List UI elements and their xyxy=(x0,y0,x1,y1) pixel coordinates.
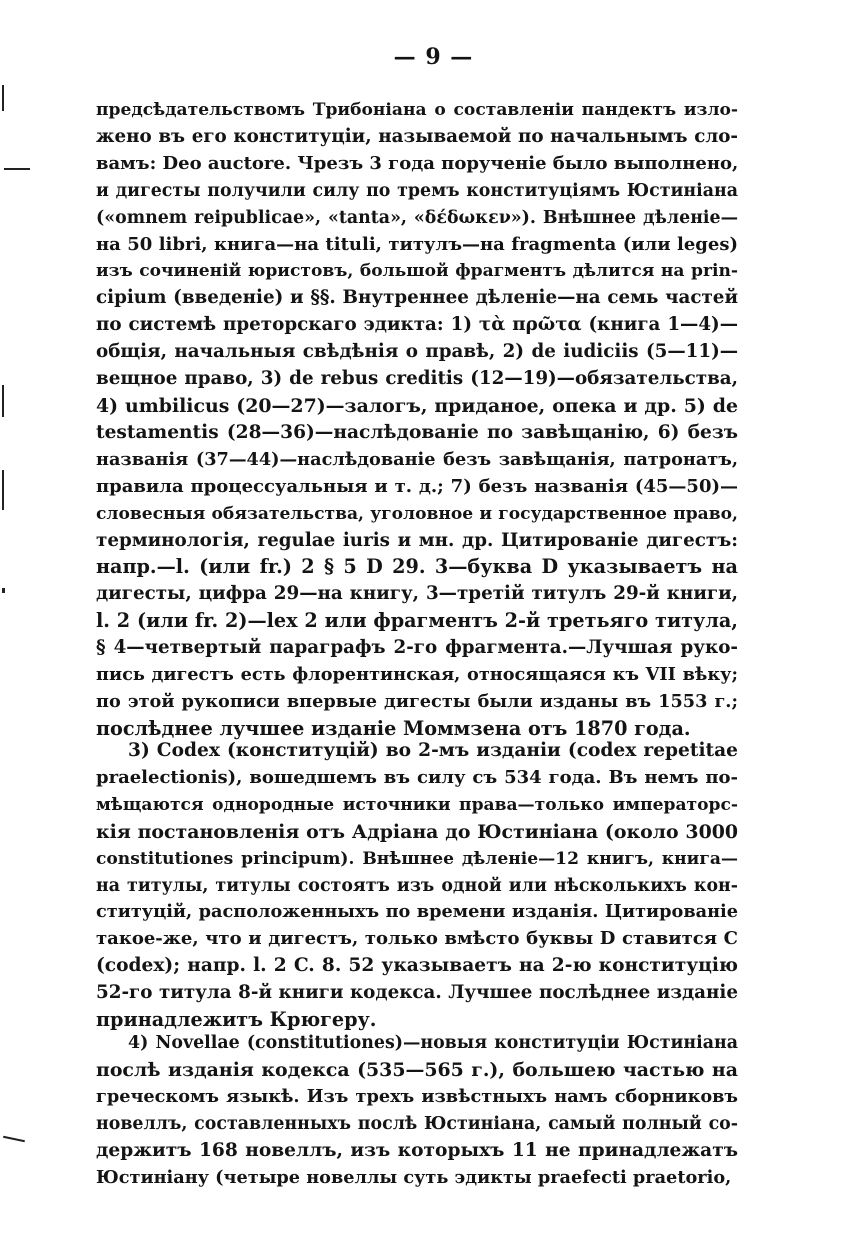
text-line: общія, начальныя свѣдѣнія о правѣ, 2) de iudiciis (5—11)— xyxy=(96,341,738,363)
text-line: дигесты, цифра 29—на книгу, 3—третій титулъ 29-й книги, xyxy=(96,583,738,605)
paragraph-codex xyxy=(96,738,738,1034)
text-line: мѣщаются однородные источники права—только императорс- xyxy=(96,794,738,815)
text-line: на титулы, титулы состоятъ изъ одной или нѣсколькихъ кон- xyxy=(96,875,738,896)
text-line: новеллъ, составленныхъ послѣ Юстиніана, самый полный со- xyxy=(96,1113,738,1134)
text-line: правила процессуальныя и т. д.; 7) безъ названія (45—50)— xyxy=(96,475,738,497)
page-number: — 9 — xyxy=(393,44,474,70)
text-line: кія постановленія отъ Адріана до Юстиніана (около 3000 xyxy=(96,820,738,843)
text-line: на 50 libri, книга—на tituli, титулъ—на fragmenta (или leges) xyxy=(96,233,738,255)
text-line: вещное право, 3) de rebus creditis (12—19)—обязательства, xyxy=(96,368,738,390)
text-line: терминологія, regulae iuris и мн. др. Цитированіе дигестъ: xyxy=(96,529,738,551)
scan-margin-mark xyxy=(2,385,4,417)
text-line: по этой рукописи впервые дигесты были изданы въ 1553 г.; xyxy=(96,690,738,712)
text-line: praelectionis), вошедшемъ въ силу съ 534 года. Въ немъ по- xyxy=(96,766,738,788)
text-line: l. 2 (или fr. 2)—lex 2 или фрагментъ 2-й третьяго титула, xyxy=(96,609,738,633)
text-line: вамъ: Deo auctore. Чрезъ 3 года порученіе было выполнено, xyxy=(96,152,739,174)
text-line: жено въ его конституціи, называемой по начальнымъ сло- xyxy=(96,125,738,147)
text-line: словесныя обязательства, уголовное и государственное право, xyxy=(96,503,738,524)
text-line: принадлежитъ Крюгеру. xyxy=(96,1008,377,1032)
text-line: и дигесты получили силу по тремъ конституціямъ Юстиніана xyxy=(96,180,738,201)
scan-margin-mark xyxy=(2,470,4,510)
text-line: testamentis (28—36)—наслѣдованіе по завѣщанію, 6) безъ xyxy=(96,421,738,443)
text-line: названія (37—44)—наслѣдованіе безъ завѣщанія, патронатъ, xyxy=(96,448,738,470)
text-line: держитъ 168 новеллъ, изъ которыхъ 11 не принадлежатъ xyxy=(96,1139,738,1161)
text-line: такое-же, что и дигестъ, только вмѣсто буквы D ставится C xyxy=(96,928,738,950)
text-line: послѣ изданія кодекса (535—565 г.), большею частью на xyxy=(96,1058,738,1081)
text-line: пись дигестъ есть флорентинская, относящаяся къ VII вѣку; xyxy=(96,664,738,686)
text-line: (codex); напр. l. 2 C. 8. 52 указываетъ на 2-ю конституцію xyxy=(96,955,738,977)
text-line: послѣднее лучшее изданіе Моммзена отъ 1870 года. xyxy=(96,716,691,740)
paragraph-novellae xyxy=(96,1030,738,1191)
text-line: предсѣдательствомъ Трибоніана о составленіи пандектъ изло- xyxy=(96,100,738,120)
text-line: по системѣ преторскаго эдикта: 1) τὰ πρῶτα (книга 1—4)— xyxy=(96,314,738,336)
text-line: 52-го титула 8-й книги кодекса. Лучшее послѣднее изданіе xyxy=(96,982,738,1004)
paragraph-digests xyxy=(96,97,738,743)
text-line: напр.—l. (или fr.) 2 § 5 D 29. 3—буква D указываетъ на xyxy=(96,555,738,579)
text-line: 3) Codex (конституцій) во 2-мъ изданіи (codex repetitae xyxy=(128,740,738,761)
scan-margin-mark xyxy=(2,588,5,593)
text-line: 4) umbilicus (20—27)—залогъ, приданое, опека и др. 5) de xyxy=(96,394,738,417)
text-line: изъ сочиненій юристовъ, большой фрагментъ дѣлится на prin- xyxy=(96,261,738,282)
text-line: constitutiones principum). Внѣшнее дѣленіе—12 книгъ, книга— xyxy=(96,848,738,869)
text-line: («omnem reipublicae», «tanta», «δέδωκεν»). Внѣшнее дѣленіе— xyxy=(96,207,738,228)
text-line: cipium (введеніе) и §§. Внутреннее дѣленіе—на семь частей xyxy=(96,287,738,309)
text-line: ституцій, расположенныхъ по времени изданія. Цитированіе xyxy=(96,901,738,923)
text-line: § 4—четвертый параграфъ 2-го фрагмента.—Лучшая руко- xyxy=(96,637,738,659)
text-line: 4) Novellae (constitutiones)—новыя конституціи Юстиніана xyxy=(128,1033,738,1053)
scan-margin-mark xyxy=(3,1136,25,1143)
scan-margin-mark xyxy=(2,85,4,111)
scan-margin-mark xyxy=(4,168,30,170)
text-line: греческомъ языкѣ. Изъ трехъ извѣстныхъ намъ сборниковъ xyxy=(96,1085,738,1107)
text-line: Юстиніану (четыре новеллы суть эдикты praefecti praetorio, xyxy=(96,1166,732,1188)
